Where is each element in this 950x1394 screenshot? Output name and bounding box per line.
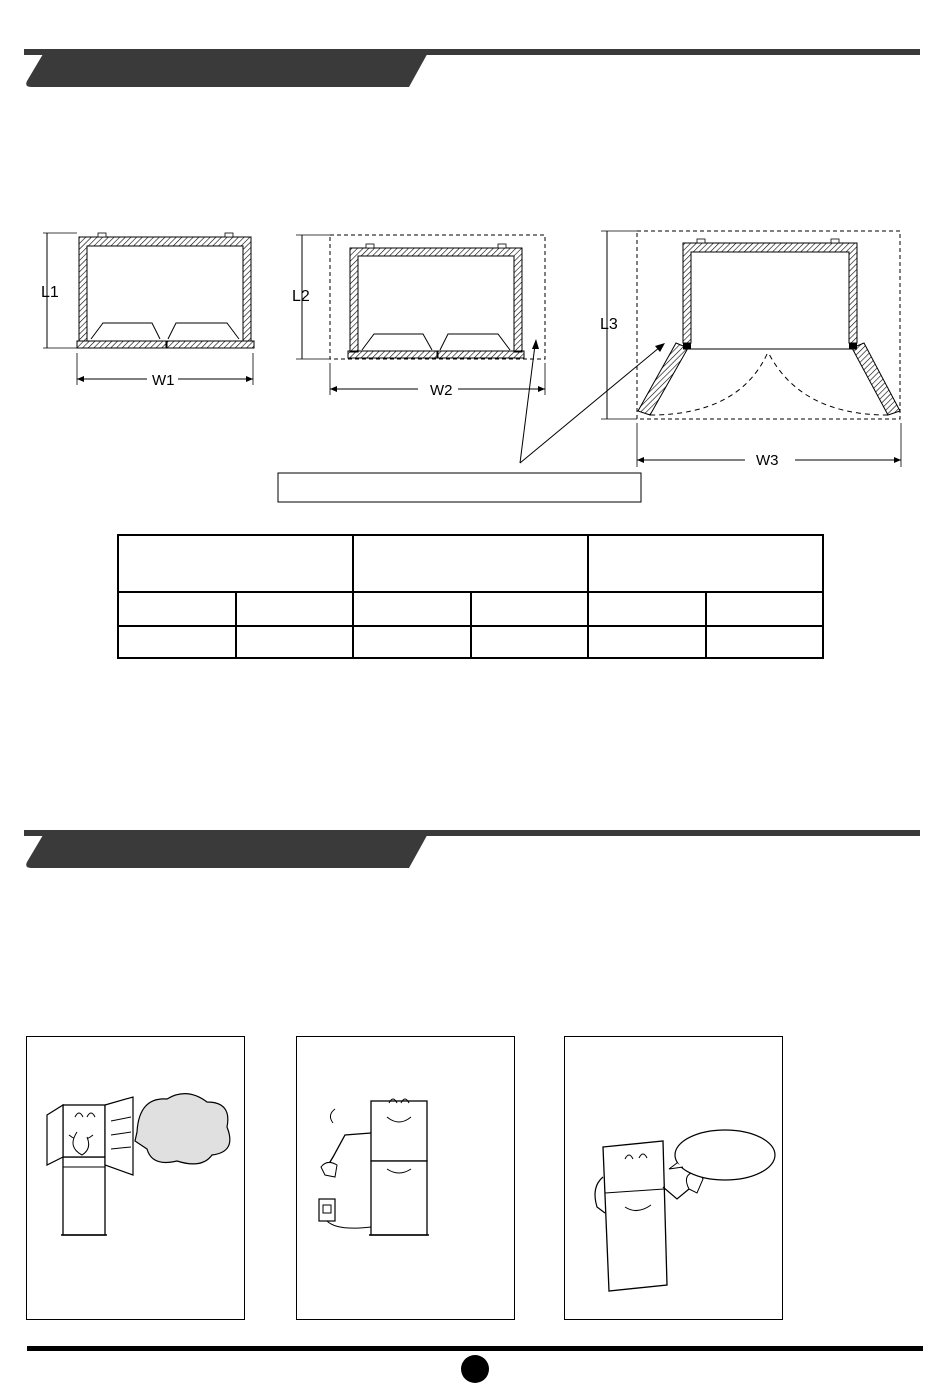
- table-group-header: [588, 535, 823, 592]
- dimensions-table: [117, 534, 824, 659]
- label-l3: L3: [600, 316, 618, 333]
- table-sub-header: [236, 592, 354, 626]
- clearance-diagram: [0, 215, 950, 515]
- label-l2: L2: [292, 288, 310, 305]
- table-cell: [706, 626, 824, 658]
- fridge-speech-illustration: [565, 1037, 783, 1320]
- page-number-badge: [461, 1355, 489, 1383]
- table-cell: [471, 626, 589, 658]
- fridge-top-view-2: [292, 235, 545, 399]
- table-cell: [236, 626, 354, 658]
- fridge-cleaning-illustration: [27, 1037, 245, 1320]
- table-sub-header: [706, 592, 824, 626]
- table-sub-header: [118, 592, 236, 626]
- fridge-top-view-1: [41, 233, 254, 389]
- table-sub-header: [353, 592, 471, 626]
- table-cell: [588, 626, 706, 658]
- fridge-top-view-3: [600, 231, 901, 469]
- illustration-cleaning-panel: [26, 1036, 245, 1320]
- label-w1: W1: [152, 372, 175, 389]
- table-group-header: [353, 535, 588, 592]
- illustration-wait-panel: [564, 1036, 783, 1320]
- illustration-plug-panel: [296, 1036, 515, 1320]
- table-sub-header: [471, 592, 589, 626]
- table-sub-header: [588, 592, 706, 626]
- label-l1: L1: [41, 284, 59, 301]
- fridge-plug-illustration: [297, 1037, 515, 1320]
- footer-rule: [27, 1346, 923, 1351]
- table-cell: [353, 626, 471, 658]
- section-header-before-use: [24, 830, 920, 868]
- section-header-dimensions: [24, 49, 920, 87]
- table-cell: [118, 626, 236, 658]
- label-w3: W3: [756, 452, 779, 469]
- label-w2: W2: [430, 382, 453, 399]
- table-group-header: [118, 535, 353, 592]
